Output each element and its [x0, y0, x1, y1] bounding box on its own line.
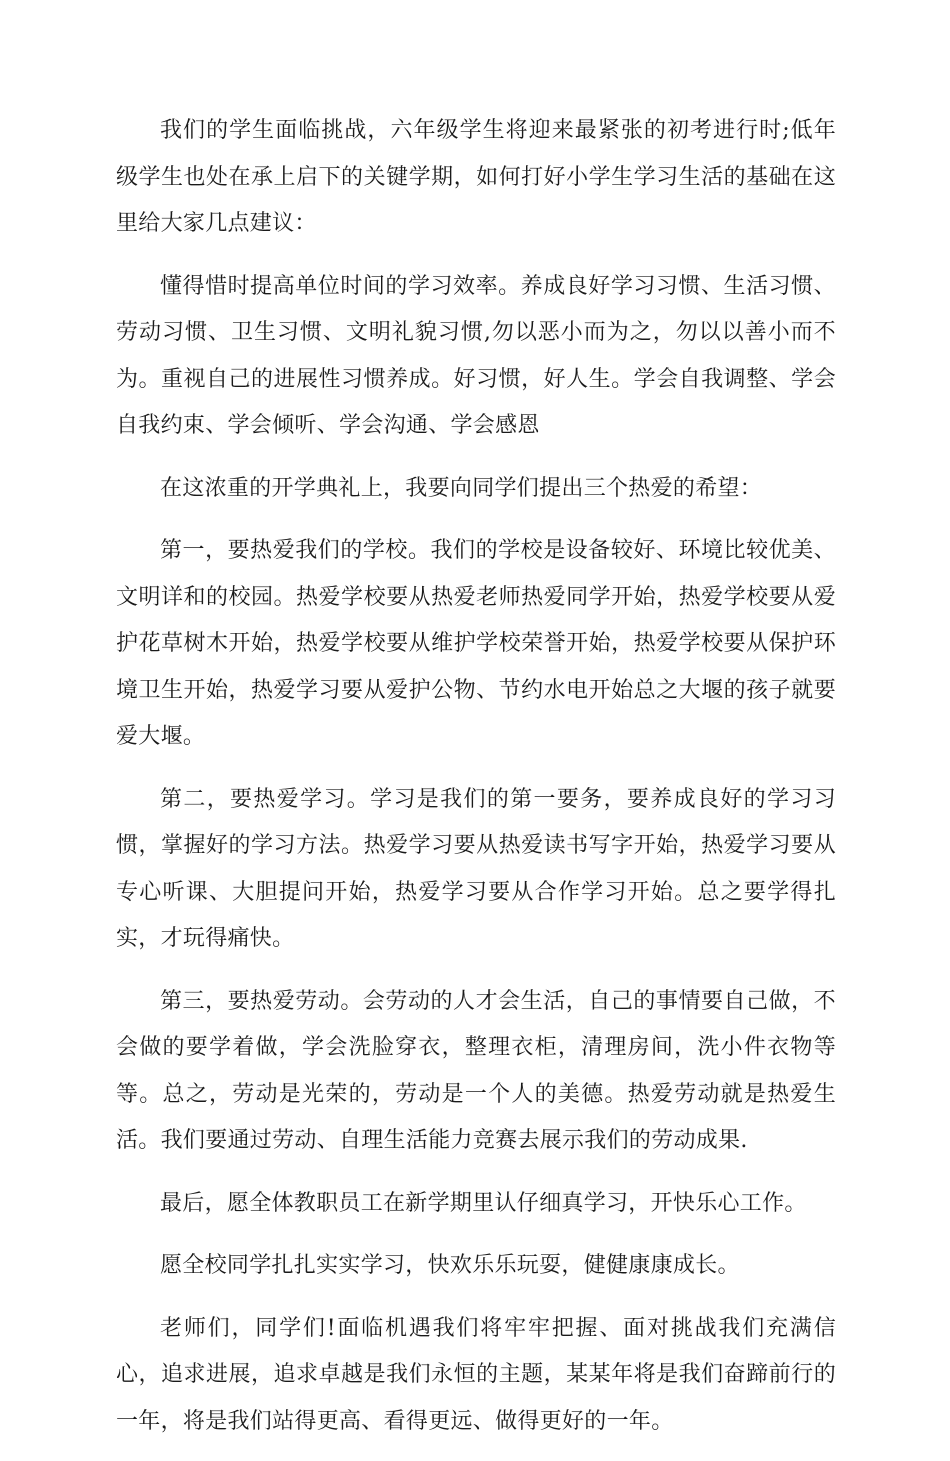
paragraph: 在这浓重的开学典礼上，我要向同学们提出三个热爱的希望：	[160, 475, 763, 501]
paragraph: 愿全校同学扎扎实实学习，快欢乐乐玩耍，健健康康成长。	[160, 1253, 740, 1278]
paragraph: 最后，愿全体教职员工在新学期里认仔细真学习，开快乐心工作。	[160, 1190, 807, 1216]
paragraph: 老师们，同学们!面临机遇我们将牢牢把握、面对挑战我们充满信心，追求进展，追求卓越是我们永恒的主题，某某年将是我们奋蹄前行的一年，将是我们站得更高、看得更远、做得更好的一年。	[116, 1315, 836, 1434]
paragraph: 我们的学生面临挑战，六年级学生将迎来最紧张的初考进行时;低年级学生也处在承上启下的关键学期，如何打好小学生学习生活的基础在这里给大家几点建议：	[116, 118, 836, 236]
paragraph: 第二，要热爱学习。学习是我们的第一要务，要养成良好的学习习惯，掌握好的学习方法。热爱学习要从热爱读书写字开始，热爱学习要从专心听课、大胆提问开始，热爱学习要从合作学习开始。总之要学得扎实，才玩得痛快。	[116, 786, 836, 951]
document-body	[116, 108, 836, 1461]
paragraph: 第一，要热爱我们的学校。我们的学校是设备较好、环境比较优美、文明详和的校园。热爱学校要从热爱老师热爱同学开始，热爱学校要从爱护花草树木开始，热爱学校要从维护学校荣誉开始，热爱学校要从保护环境卫生开始，热爱学习要从爱护公物、节约水电开始总之大堰的孩子就要爱大堰。	[116, 538, 836, 749]
paragraph: 懂得惜时提高单位时间的学习效率。养成良好学习习惯、生活习惯、劳动习惯、卫生习惯、文明礼貌习惯,勿以恶小而为之，勿以以善小而不为。重视自己的进展性习惯养成。好习惯，好人生。学会自我调整、学会自我约束、学会倾听、学会沟通、学会感恩	[116, 273, 836, 438]
paragraph: 第三，要热爱劳动。会劳动的人才会生活，自己的事情要自己做，不会做的要学着做，学会洗脸穿衣，整理衣柜，清理房间，洗小件衣物等等。总之，劳动是光荣的，劳动是一个人的美德。热爱劳动就是热爱生活。我们要通过劳动、自理生活能力竞赛去展示我们的劳动成果.	[116, 988, 836, 1153]
